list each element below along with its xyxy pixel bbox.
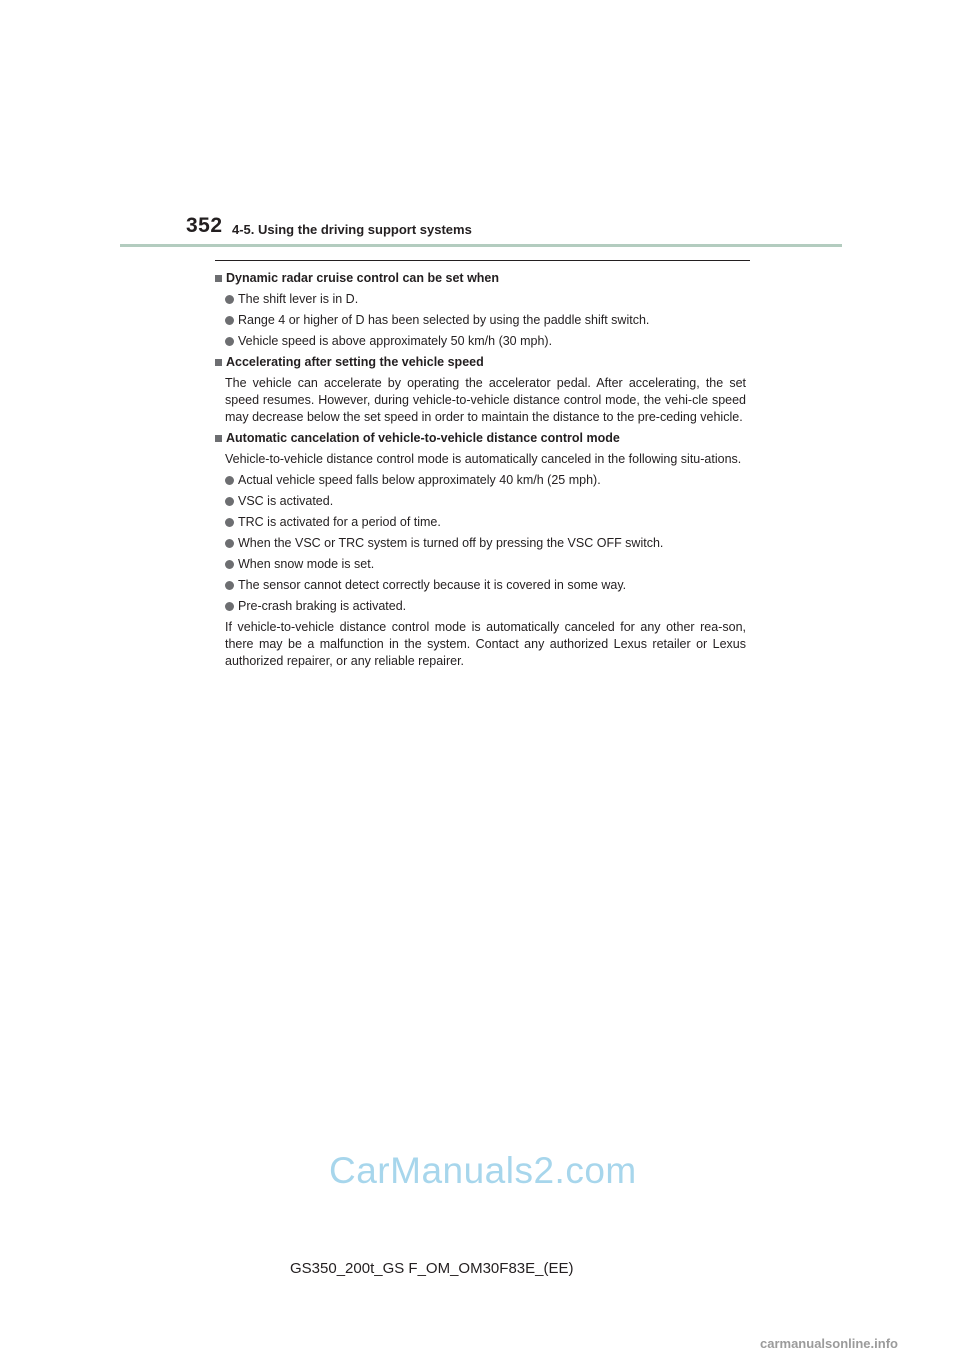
round-bullet-icon <box>225 581 234 590</box>
square-bullet-icon <box>215 359 222 366</box>
list-item <box>215 598 746 615</box>
section-automatic-cancelation <box>215 430 746 670</box>
list-item-text: Actual vehicle speed falls below approximately 40 km/h (25 mph). <box>238 473 601 487</box>
page-number: 352 <box>186 214 223 237</box>
round-bullet-icon <box>225 337 234 346</box>
document-code-footer: GS350_200t_GS F_OM_OM30F83E_(EE) <box>290 1260 574 1277</box>
section-paragraph: The vehicle can accelerate by operating the accelerator pedal. After accelerating, the set speed resumes. However, during vehicle-to-vehicle distance control mode, the vehi-cle speed may decrease below the set speed in order to maintain the distance to the pre-ceding vehicle. <box>225 376 746 424</box>
list-item-text: The sensor cannot detect correctly because it is covered in some way. <box>238 578 627 592</box>
list-item-text: TRC is activated for a period of time. <box>238 515 441 529</box>
list-item <box>215 556 746 573</box>
list-item-text: Pre-crash braking is activated. <box>238 599 407 613</box>
list-item <box>215 333 746 350</box>
round-bullet-icon <box>225 539 234 548</box>
header-divider-bar <box>120 244 842 247</box>
list-item-text: VSC is activated. <box>238 494 334 508</box>
list-item-text: When the VSC or TRC system is turned off by pressing the VSC OFF switch. <box>238 536 664 550</box>
section-paragraph: Vehicle-to-vehicle distance control mode is automatically canceled in the following situ-ations. <box>225 452 742 466</box>
round-bullet-icon <box>225 476 234 485</box>
section-heading <box>215 430 746 447</box>
list-item-text: The shift lever is in D. <box>238 292 359 306</box>
section-heading <box>215 270 746 287</box>
section-heading-text: Accelerating after setting the vehicle speed <box>226 355 484 369</box>
corner-site-logo: carmanualsonline.info <box>760 1336 898 1351</box>
round-bullet-icon <box>225 518 234 527</box>
section-can-be-set <box>215 270 746 350</box>
square-bullet-icon <box>215 435 222 442</box>
section-closing-paragraph: If vehicle-to-vehicle distance control mode is automatically canceled for any other rea-son, there may be a malfunction in the system. Contact any authorized Lexus retailer or Lexus authorized repairer, or any reliable repairer. <box>225 620 746 668</box>
list-item <box>215 577 746 594</box>
square-bullet-icon <box>215 275 222 282</box>
round-bullet-icon <box>225 602 234 611</box>
list-item-text: Range 4 or higher of D has been selected by using the paddle shift switch. <box>238 313 650 327</box>
section-title: 4-5. Using the driving support systems <box>232 222 472 237</box>
round-bullet-icon <box>225 316 234 325</box>
watermark-link[interactable]: CarManuals2.com <box>329 1150 637 1191</box>
round-bullet-icon <box>225 295 234 304</box>
list-item <box>215 312 746 329</box>
list-item <box>215 291 746 308</box>
list-item <box>215 493 746 510</box>
round-bullet-icon <box>225 497 234 506</box>
round-bullet-icon <box>225 560 234 569</box>
list-item-text: When snow mode is set. <box>238 557 375 571</box>
section-heading <box>215 354 746 371</box>
list-item-text: Vehicle speed is above approximately 50 km/h (30 mph). <box>238 334 553 348</box>
section-heading-text: Automatic cancelation of vehicle-to-vehicle distance control mode <box>226 431 620 445</box>
section-heading-text: Dynamic radar cruise control can be set when <box>226 271 500 285</box>
list-item <box>215 514 746 531</box>
section-accelerating <box>215 354 746 426</box>
list-item <box>215 535 746 552</box>
page-content <box>215 270 746 674</box>
list-item <box>215 472 746 489</box>
content-top-rule <box>215 260 750 261</box>
